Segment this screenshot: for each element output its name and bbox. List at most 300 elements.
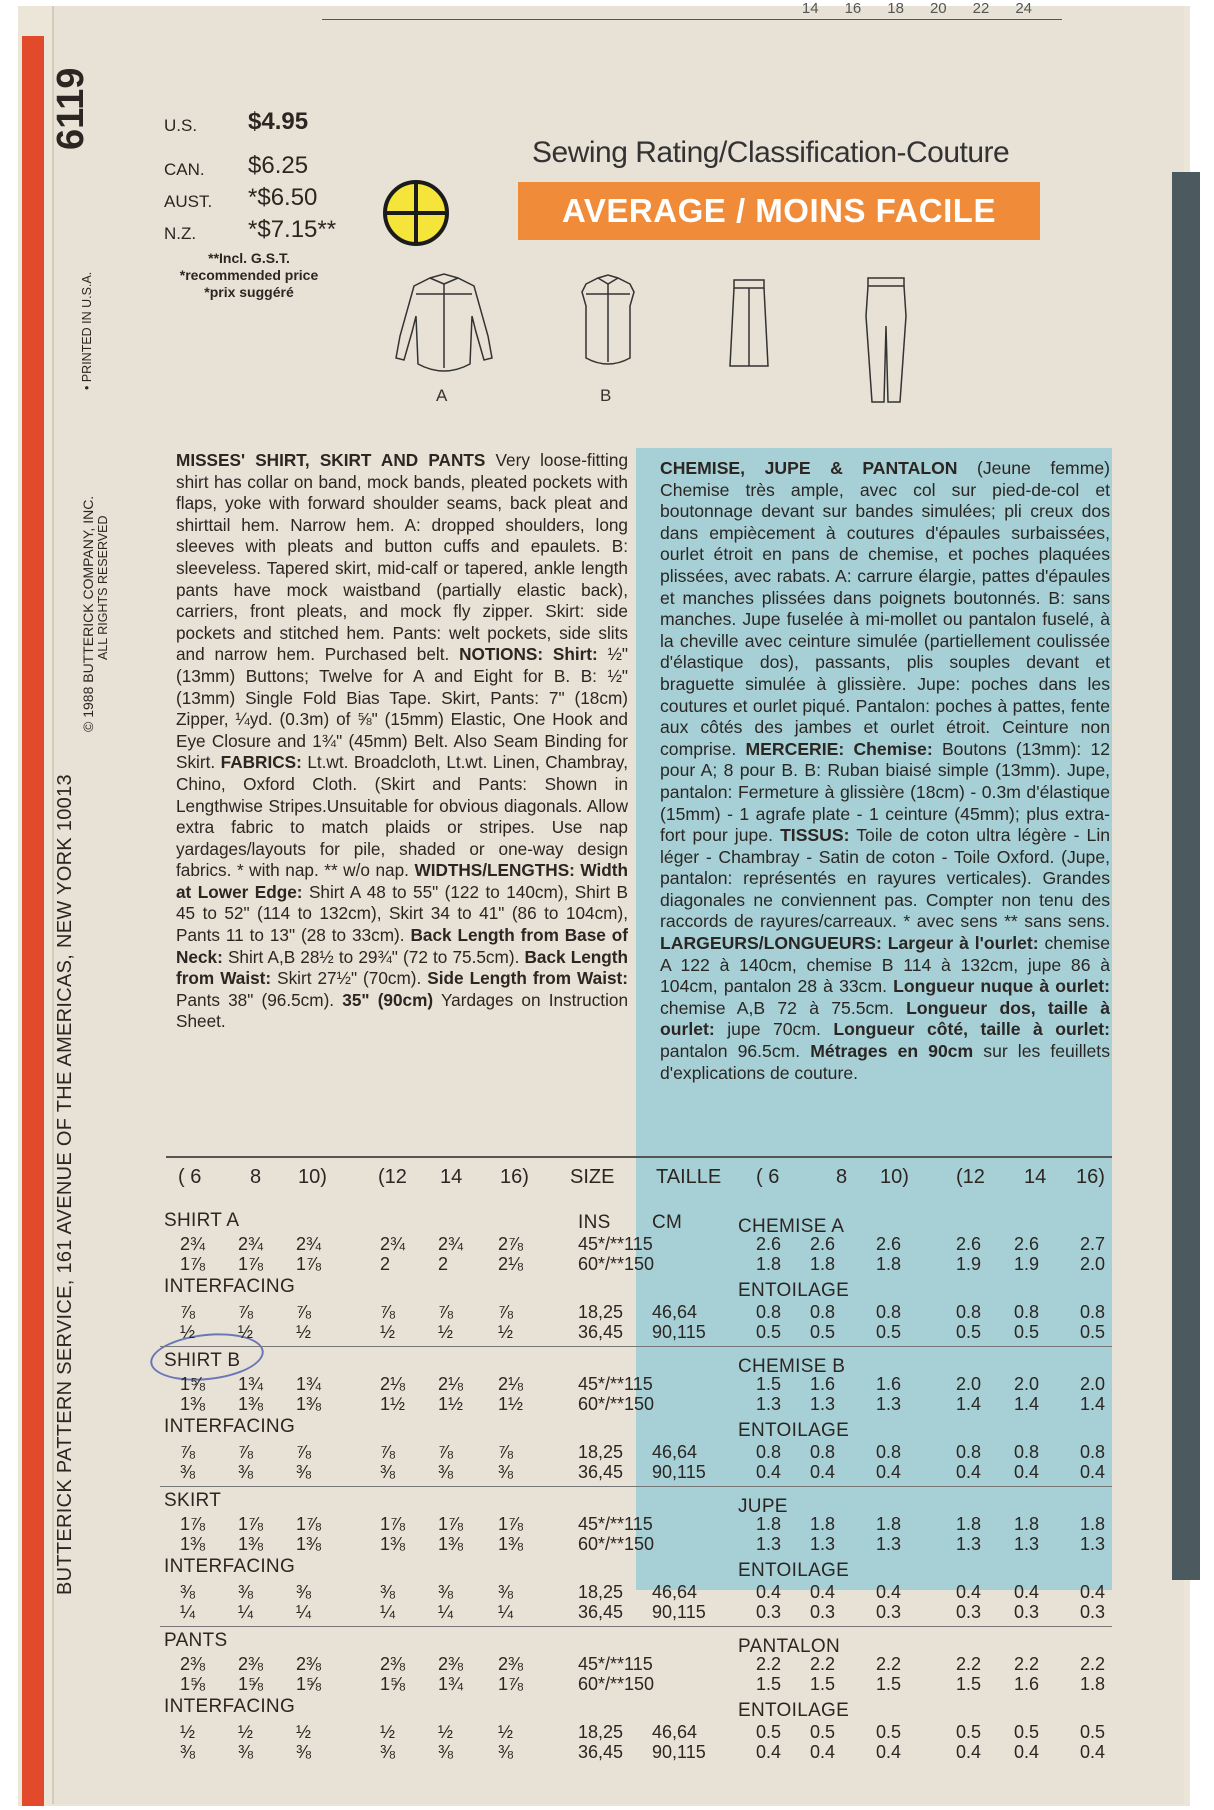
metre-cell: 1.8 (810, 1514, 836, 1534)
side-waist-text: Pants 38" (96.5cm). (176, 989, 335, 1010)
metre-cell: 0.8 (810, 1442, 836, 1462)
metrages-label: Métrages en 90cm (810, 1041, 974, 1062)
metre-cell: 0.4 (756, 1582, 782, 1602)
yardage-cell: ¼ (296, 1602, 312, 1622)
yardage-cell: ⅞ (380, 1302, 396, 1322)
yardage-cell: ⅜ (238, 1582, 254, 1602)
fabric-width-cm: 46,64 (652, 1442, 698, 1462)
yardage-cell: ⅜ (296, 1582, 312, 1602)
price-country: U.S. (164, 116, 198, 135)
metre-cell: 2.2 (1014, 1654, 1040, 1674)
fabrics-label: FABRICS: (220, 752, 302, 773)
metre-cell: 2.2 (810, 1654, 836, 1674)
metre-cell: 0.8 (756, 1442, 782, 1462)
fabric-width-cm: 90,115 (652, 1602, 706, 1622)
price-note: **Incl. G.S.T. (208, 250, 290, 266)
metre-cell: 1.3 (810, 1534, 836, 1554)
yardage-cell: 1½ (498, 1394, 524, 1414)
metre-cell: 2.6 (876, 1234, 902, 1254)
cm-label: CM (652, 1212, 683, 1233)
interfacing-row (0, 1722, 1214, 1744)
yardage-cell: ¼ (238, 1602, 254, 1622)
description-title: MISSES' SHIRT, SKIRT AND PANTS (176, 450, 486, 470)
sewing-rating-badge: AVERAGE / MOINS FACILE (518, 182, 1040, 240)
fabric-width-ins: 18,25 (578, 1302, 624, 1322)
top-size-number: 20 (929, 0, 947, 17)
metre-cell: 0.8 (1080, 1442, 1106, 1462)
metre-cell: 0.8 (956, 1302, 982, 1322)
yardage-cell: ⅜ (296, 1742, 312, 1762)
fabric-width-cm: 90,115 (652, 1322, 706, 1342)
metre-cell: 1.6 (1014, 1674, 1040, 1694)
yardage-cell: ½ (296, 1322, 312, 1342)
metre-cell: 1.4 (1080, 1394, 1106, 1414)
yardage-cell: 2⅛ (498, 1374, 524, 1394)
metre-cell: 1.3 (1014, 1534, 1040, 1554)
metre-cell: 0.5 (756, 1722, 782, 1742)
metre-cell: 2.6 (756, 1234, 782, 1254)
size-header: 8 (250, 1166, 262, 1188)
yardage-cell: 1⅞ (180, 1254, 206, 1274)
notions-text: ½" (13mm) Buttons; Twelve for A and Eight for B. B: ½" (13mm) Single Fold Bias Tape. Skirt, Pants: 7" (18cm) Zipper, ¼yd. (0.3m) of ⅝" (15mm) Elastic, One Hook and Eye Closure and 1¾" (45mm) Belt. Also Seam Binding for Skirt. (176, 644, 628, 773)
size-header: (12 (378, 1166, 407, 1188)
metre-cell: 0.8 (1080, 1302, 1106, 1322)
yardage-cell: 1¾ (238, 1374, 264, 1394)
interfacing-row (0, 1322, 1214, 1344)
cote-text: pantalon 96.5cm. (660, 1041, 801, 1062)
metre-cell: 0.8 (956, 1442, 982, 1462)
price-country: AUST. (164, 192, 213, 211)
metre-cell: 2.7 (1080, 1234, 1106, 1254)
publisher-address: BUTTERICK PATTERN SERVICE, 161 AVENUE OF THE AMERICAS, NEW YORK 10013 (54, 774, 76, 1595)
yardage-cell: ⅞ (498, 1302, 514, 1322)
fabric-width-cm: 90,115 (652, 1462, 706, 1482)
metre-cell: 1.6 (876, 1374, 902, 1394)
metre-cell: 0.5 (1080, 1722, 1106, 1742)
fabric-row (0, 1374, 1214, 1396)
interfacing-title-fr: ENTOILAGE (738, 1420, 850, 1441)
metre-cell: 2.0 (1080, 1374, 1106, 1394)
yardage-cell: ½ (498, 1722, 514, 1742)
metre-cell: 1.5 (810, 1674, 836, 1694)
yardage-cell: 1⅜ (238, 1534, 264, 1554)
taille-column-header: TAILLE (656, 1166, 722, 1188)
yardage-cell: ¼ (380, 1602, 396, 1622)
metre-cell: 0.8 (1014, 1442, 1040, 1462)
yardage-text: Yardages on Instruction Sheet. (176, 989, 629, 1032)
metre-cell: 1.8 (1014, 1514, 1040, 1534)
metre-cell: 1.3 (1080, 1534, 1106, 1554)
size-header: 16) (500, 1166, 529, 1188)
metre-cell: 1.5 (756, 1674, 782, 1694)
metre-cell: 0.8 (810, 1302, 836, 1322)
yardage-cell: ⅞ (438, 1442, 454, 1462)
fabric-row (0, 1514, 1214, 1536)
interfacing-row (0, 1582, 1214, 1604)
yardage-cell: 1⅜ (296, 1534, 322, 1554)
table-header (0, 1166, 1214, 1188)
size-header-fr: ( 6 (756, 1166, 780, 1188)
metre-cell: 0.4 (810, 1742, 836, 1762)
side-waist-label: Side Length from Waist: (427, 968, 628, 989)
yardage-cell: ¼ (180, 1602, 196, 1622)
fabric-width-ins: 18,25 (578, 1442, 624, 1462)
metre-cell: 0.4 (956, 1582, 982, 1602)
metre-cell: 0.3 (956, 1602, 982, 1622)
yardage-cell: 2¾ (380, 1234, 406, 1254)
fabric-row (0, 1394, 1214, 1416)
section-title-fr: PANTALON (738, 1636, 840, 1657)
metre-cell: 2.0 (1080, 1254, 1106, 1274)
yardage-cell: ⅜ (438, 1462, 454, 1482)
dos-text: jupe 70cm. (727, 1019, 821, 1040)
metre-cell: 2.0 (956, 1374, 982, 1394)
top-size-number: 16 (844, 0, 862, 17)
yardage-cell: ⅜ (498, 1582, 514, 1602)
yardage-cell: 1⅜ (296, 1394, 322, 1414)
sewing-rating-label: Sewing Rating/Classification-Couture (532, 136, 1010, 169)
yardage-cell: ⅜ (380, 1462, 396, 1482)
metre-cell: 1.3 (876, 1534, 902, 1554)
tissus-text: Toile de coton ultra légère - Lin léger - Chambray - Satin de coton - Toile Oxford. (Jupe, pantalon: représentés en rayures verticales). Grandes diagonales ne conviennent pas. Compter non tenu des raccords de rayures/carreaux. * avec sens ** sans sens. (660, 825, 1110, 932)
back-waist-text: Skirt 27½" (70cm). (277, 968, 422, 989)
section-title-fr: CHEMISE A (738, 1216, 845, 1237)
fabric-width-cm: 46,64 (652, 1302, 698, 1322)
yardage-cell: ½ (438, 1722, 454, 1742)
metre-cell: 1.5 (956, 1674, 982, 1694)
yardage-cell: 1⅞ (238, 1514, 264, 1534)
metre-cell: 1.3 (756, 1534, 782, 1554)
metre-cell: 0.5 (956, 1722, 982, 1742)
metre-cell: 0.5 (1014, 1722, 1040, 1742)
fabric-row (0, 1254, 1214, 1276)
yardage-cell: 2¾ (180, 1234, 206, 1254)
metre-cell: 2.6 (956, 1234, 982, 1254)
section-separator (160, 1486, 1112, 1487)
description-body: Very loose-fitting shirt has collar on band, mock bands, pleated pockets with flaps, yoke with forward shoulder seams, back pleat and shirttail hem. Narrow hem. A: dropped shoulders, long sleeves with pleats and button cuffs and epaulets. B: sleeveless. Tapered skirt, mid-calf or tapered, ankle length pants have mock waistband (partially elastic back), carriers, front pleats, and mock fly zipper. Skirt: side pockets and stitched hem. Pants: welt pockets, side slits and narrow hem. Purchased belt. (176, 450, 628, 665)
metre-cell: 0.4 (1014, 1582, 1040, 1602)
price-note: *prix suggéré (204, 284, 294, 300)
yardage-cell: 1½ (438, 1394, 464, 1414)
metre-cell: 0.4 (756, 1742, 782, 1762)
metre-cell: 0.8 (756, 1302, 782, 1322)
yardage-cell: ½ (380, 1722, 396, 1742)
metre-cell: 1.9 (956, 1254, 982, 1274)
yardage-cell: ½ (380, 1322, 396, 1342)
shirt-a-back-view (392, 272, 496, 382)
metre-cell: 2.6 (810, 1234, 836, 1254)
yardage-cell: ⅜ (438, 1582, 454, 1602)
metre-cell: 1.3 (876, 1394, 902, 1414)
interfacing-row (0, 1302, 1214, 1324)
yardage-cell: ⅜ (238, 1462, 254, 1482)
section-title: SHIRT B (164, 1350, 241, 1371)
yardage-cell: ⅞ (438, 1302, 454, 1322)
metre-cell: 1.8 (956, 1514, 982, 1534)
metre-cell: 0.3 (756, 1602, 782, 1622)
metre-cell: 2.2 (756, 1654, 782, 1674)
section-title: SHIRT A (164, 1210, 240, 1231)
price-amount: *$7.15** (248, 216, 337, 243)
nuque-label: Longueur nuque à ourlet: (893, 976, 1110, 997)
yardage-cell: ½ (238, 1322, 254, 1342)
metre-cell: 0.5 (810, 1722, 836, 1742)
table-top-rule (166, 1156, 1112, 1158)
largeurs-text: chemise A 122 à 140cm, chemise B 114 à 132cm, jupe 86 à 104cm, pantalon 28 à 33cm. (660, 933, 1110, 997)
yardage-label: 35" (90cm) (342, 989, 434, 1010)
top-size-scale (322, 0, 1062, 20)
back-neck-label: Back Length from Base of Neck: (176, 925, 628, 967)
metre-cell: 1.3 (810, 1394, 836, 1414)
yardage-cell: ¼ (498, 1602, 514, 1622)
yardage-cell: 1⅝ (180, 1674, 206, 1694)
yardage-cell: ⅞ (180, 1302, 196, 1322)
top-size-number: 24 (1015, 0, 1032, 17)
yardage-cell: ½ (238, 1722, 254, 1742)
interfacing-row (0, 1742, 1214, 1764)
fabric-width-ins: 36,45 (578, 1462, 624, 1482)
metre-cell: 1.8 (876, 1514, 902, 1534)
yardage-cell: ⅞ (296, 1442, 312, 1462)
yardage-cell: ½ (438, 1322, 454, 1342)
yardage-cell: 1⅞ (438, 1514, 464, 1534)
interfacing-row (0, 1602, 1214, 1624)
top-size-number: 22 (972, 0, 990, 17)
metre-cell: 0.4 (756, 1462, 782, 1482)
tissus-label: TISSUS: (780, 825, 850, 846)
price-notes (164, 250, 334, 301)
metre-cell: 0.4 (810, 1462, 836, 1482)
metre-cell: 1.4 (956, 1394, 982, 1414)
size-header: 14 (440, 1166, 463, 1188)
copyright-line: © 1988 BUTTERICK COMPANY, INC. (80, 495, 96, 732)
rights-line: ALL RIGHTS RESERVED (96, 515, 110, 660)
yardage-cell: 1¾ (438, 1674, 464, 1694)
yardage-cell: ⅞ (296, 1302, 312, 1322)
metre-cell: 2.2 (956, 1654, 982, 1674)
yardage-cell: 1⅜ (180, 1534, 206, 1554)
metre-cell: 0.5 (1014, 1322, 1040, 1342)
yardage-cell: ½ (180, 1722, 196, 1742)
metre-cell: 0.4 (956, 1462, 982, 1482)
fabric-row (0, 1654, 1214, 1676)
metre-cell: 0.3 (876, 1602, 902, 1622)
fabric-width-ins: 45*/**115 (578, 1514, 653, 1534)
back-neck-text: Shirt A,B 28½ to 29¾" (72 to 75.5cm). (227, 946, 520, 967)
yardage-cell: ⅞ (238, 1442, 254, 1462)
mercerie-text: Boutons (13mm): 12 pour A; 8 pour B. B: Ruban biaisé simple (13mm). Jupe, pantalon: Fermeture à glissière (18cm) - 0.3m d'élastique (15mm) - 1 agrafe plate - 1 ceinture (45mm); plus extra-fort pour jupe. (660, 738, 1110, 846)
yardage-cell: 1⅞ (296, 1254, 322, 1274)
nuque-text: chemise A,B 72 à 75.5cm. (660, 997, 894, 1018)
metre-cell: 1.5 (756, 1374, 782, 1394)
ins-label: INS (578, 1212, 611, 1233)
metre-cell: 0.4 (956, 1742, 982, 1762)
view-label-a: A (436, 386, 448, 405)
metre-cell: 2.2 (876, 1654, 902, 1674)
interfacing-title: INTERFACING (164, 1696, 296, 1717)
price-amount: *$6.50 (248, 184, 318, 211)
fabric-width-ins: 18,25 (578, 1722, 624, 1742)
yardage-cell: 1⅜ (498, 1534, 524, 1554)
fabric-row (0, 1234, 1214, 1256)
description-english (176, 450, 628, 1033)
yardage-cell: 2 (380, 1254, 391, 1274)
metre-cell: 1.8 (876, 1254, 902, 1274)
yardage-cell: 1⅝ (380, 1674, 406, 1694)
price-amount: $4.95 (248, 108, 309, 135)
interfacing-title-fr: ENTOILAGE (738, 1560, 850, 1581)
shirt-b-back-view (578, 274, 638, 372)
yardage-cell: ⅜ (380, 1582, 396, 1602)
yardage-cell: 2⅜ (438, 1654, 464, 1674)
section-separator (160, 1346, 1112, 1347)
metre-cell: 0.4 (1080, 1742, 1106, 1762)
metre-cell: 0.5 (876, 1722, 902, 1742)
yardage-cell: ½ (296, 1722, 312, 1742)
yardage-cell: ⅜ (180, 1462, 196, 1482)
metre-cell: 1.6 (810, 1374, 836, 1394)
yardage-cell: 2⅛ (498, 1254, 524, 1274)
metre-cell: 1.8 (810, 1254, 836, 1274)
fabric-width-ins: 45*/**115 (578, 1654, 653, 1674)
price-country: N.Z. (164, 224, 197, 243)
fabric-width-ins: 36,45 (578, 1742, 624, 1762)
fabric-width-ins: 60*/**150 (578, 1254, 655, 1274)
interfacing-title: INTERFACING (164, 1276, 296, 1297)
notions-label: NOTIONS: Shirt: (459, 644, 598, 665)
yardage-cell: 2⅜ (180, 1654, 206, 1674)
metre-cell: 0.4 (876, 1462, 902, 1482)
interfacing-row (0, 1442, 1214, 1464)
metre-cell: 0.4 (1014, 1742, 1040, 1762)
yardage-cell: ⅞ (180, 1442, 196, 1462)
yardage-cell: 1⅞ (498, 1674, 524, 1694)
metre-cell: 1.9 (1014, 1254, 1040, 1274)
metre-cell: 1.8 (1080, 1674, 1106, 1694)
yardage-cell: ⅜ (180, 1742, 196, 1762)
skirt-back-view (724, 278, 774, 372)
section-title-fr: JUPE (738, 1496, 788, 1517)
metre-cell: 0.4 (1014, 1462, 1040, 1482)
yardage-cell: 2¾ (438, 1234, 464, 1254)
yardage-cell: 1⅞ (238, 1254, 264, 1274)
yardage-cell: 1⅜ (238, 1394, 264, 1414)
size-header: 10) (298, 1166, 327, 1188)
interfacing-title-fr: ENTOILAGE (738, 1280, 850, 1301)
top-size-number: 14 (801, 0, 819, 17)
section-title: PANTS (164, 1630, 228, 1651)
yardage-cell: 1⅜ (380, 1534, 406, 1554)
fabric-width-cm: 90,115 (652, 1742, 706, 1762)
yardage-cell: 2⅞ (498, 1234, 524, 1254)
yardage-cell: 2⅛ (438, 1374, 464, 1394)
metre-cell: 1.3 (756, 1394, 782, 1414)
description-french (660, 458, 1110, 1158)
metre-cell: 0.8 (876, 1442, 902, 1462)
size-column-header: SIZE (570, 1166, 615, 1188)
crosshair-circle-icon (383, 180, 449, 246)
fabric-row (0, 1534, 1214, 1556)
yardage-cell: ⅜ (380, 1742, 396, 1762)
metre-cell: 0.4 (810, 1582, 836, 1602)
fabric-width-ins: 60*/**150 (578, 1394, 655, 1414)
metre-cell: 2.0 (1014, 1374, 1040, 1394)
mercerie-label: MERCERIE: Chemise: (745, 738, 933, 759)
metre-cell: 0.5 (956, 1322, 982, 1342)
fabric-width-ins: 60*/**150 (578, 1534, 655, 1554)
interfacing-title: INTERFACING (164, 1416, 296, 1437)
price-note: *recommended price (179, 267, 319, 283)
metre-cell: 2.2 (1080, 1654, 1106, 1674)
description-title-fr: CHEMISE, JUPE & PANTALON (660, 458, 958, 478)
size-header: ( 6 (178, 1166, 202, 1188)
yardage-cell: ¼ (438, 1602, 454, 1622)
yardage-cell: 1⅜ (180, 1394, 206, 1414)
yardage-cell: ½ (180, 1322, 196, 1342)
view-label-b: B (600, 386, 612, 405)
metre-cell: 0.4 (876, 1742, 902, 1762)
pants-back-view (862, 276, 910, 406)
yardage-cell: 1⅝ (296, 1674, 322, 1694)
metre-cell: 0.4 (876, 1582, 902, 1602)
metre-cell: 1.8 (756, 1254, 782, 1274)
price-amount: $6.25 (248, 152, 309, 179)
metre-cell: 0.4 (1080, 1462, 1106, 1482)
fabrics-text: Lt.wt. Broadcloth, Lt.wt. Linen, Chambray, Chino, Oxford Cloth. (Skirt and Pants: Shown in Lengthwise Stripes.Unsuitable for obvious diagonals. Allow extra fabric to match plaids or stripes. Use nap yardages/layouts for pile, shaded or one-way design fabrics. * with nap. ** w/o nap. (176, 752, 628, 881)
fabric-width-ins: 60*/**150 (578, 1674, 655, 1694)
metre-cell: 1.8 (1080, 1514, 1106, 1534)
yardage-cell: 1⅝ (238, 1674, 264, 1694)
fabric-width-ins: 45*/**115 (578, 1374, 653, 1394)
yardage-cell: ⅜ (438, 1742, 454, 1762)
edge-shadow-strip (1172, 172, 1200, 1580)
back-waist-label: Back Length from Waist: (176, 946, 628, 989)
yardage-cell: ⅜ (498, 1462, 514, 1482)
size-header-fr: (12 (956, 1166, 985, 1188)
description-body-fr: Chemise très ample, avec col sur pied-de-col et boutonnage devant sur bandes simulées; pli creux dos dans empiècement à coutures d'épaules surbaissées, ourlet étroit en pans de chemise, et poches plaquées plissées, avec rabats. A: carrure élargie, pattes d'épaules et manches plissées dans poignets boutonnés. B: sans manches. Jupe fuselée à mi-mollet ou pantalon fuselé, à la cheville avec ceinture simulée (partiellement coulissée d'élastique dos), passants, plis souples devant et braguette simulée à glissière. Jupe: poches dans les coutures et ourlet piqué. Pantalon: poches à pattes, fente aux côtés des jambes et ourlet étroit. Ceinture non comprise. (660, 479, 1110, 759)
largeurs-label: LARGEURS/LONGUEURS: Largeur à l'ourlet: (660, 933, 1039, 954)
metre-cell: 0.8 (1014, 1302, 1040, 1322)
metre-cell: 0.5 (810, 1322, 836, 1342)
yardage-cell: 1⅞ (498, 1514, 524, 1534)
size-header-fr: 16) (1076, 1166, 1105, 1188)
metre-cell: 1.5 (876, 1674, 902, 1694)
fabric-width-ins: 18,25 (578, 1582, 624, 1602)
metre-cell: 0.3 (810, 1602, 836, 1622)
yardage-cell: 2⅜ (238, 1654, 264, 1674)
section-separator (160, 1626, 1112, 1627)
widths-text: Shirt A 48 to 55" (122 to 140cm), Shirt B 45 to 52" (114 to 132cm), Skirt 34 to 41" (86 to 104cm), Pants 11 to 13" (28 to 33cm). (176, 881, 628, 946)
printed-in-line: • PRINTED IN U.S.A. (80, 271, 94, 390)
size-header-fr: 14 (1024, 1166, 1047, 1188)
size-header-fr: 8 (836, 1166, 848, 1188)
yardage-cell: ½ (498, 1322, 514, 1342)
interfacing-title-fr: ENTOILAGE (738, 1700, 850, 1721)
section-title-fr: CHEMISE B (738, 1356, 846, 1377)
description-title-suffix-fr: (Jeune femme) (977, 458, 1110, 478)
interfacing-title: INTERFACING (164, 1556, 296, 1577)
yardage-cell: 2¾ (296, 1234, 322, 1254)
yardage-cell: ⅜ (238, 1742, 254, 1762)
yardage-cell: ⅞ (498, 1442, 514, 1462)
metre-cell: 0.5 (756, 1322, 782, 1342)
metre-cell: 1.8 (756, 1514, 782, 1534)
widths-label: WIDTHS/LENGTHS: Width at Lower Edge: (176, 860, 628, 902)
interfacing-row (0, 1462, 1214, 1484)
yardage-cell: 1⅞ (180, 1514, 206, 1534)
yardage-cell: 2⅜ (380, 1654, 406, 1674)
yardage-cell: 1⅜ (438, 1534, 464, 1554)
